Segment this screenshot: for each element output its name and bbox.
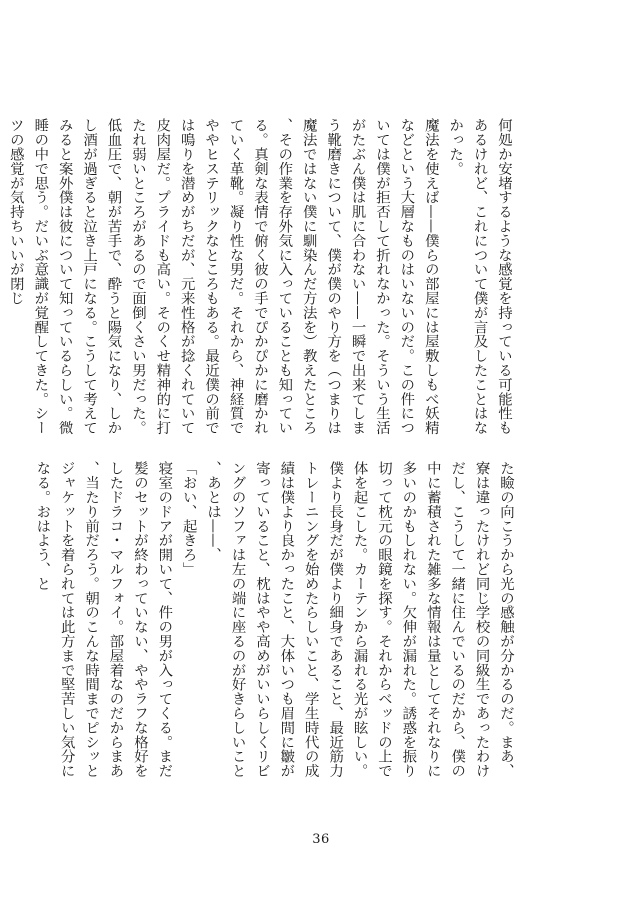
page-number: 36 [312, 832, 330, 847]
paragraph: 魔法を使えば——僕らの部屋には屋敷しもべ妖精などという大層なものはいないのだ。この件については僕が拒否して折れなかった。そういう生活がたぶん僕は肌に合わない——一瞬で出来てしまう靴磨きについて、僕が僕のやり方を（つまりは魔法ではない僕に馴染んだ方法を）教えたところ、その作業を存外気に入っていることも知っている。真剣な表情で俯く彼の手でぴかぴかに磨かれていく革靴。凝り性な男だ。それから、神経質でややヒステリックなところもある。最近僕の前では鳴りを潜めがちだが、元来性格が捻くれていて皮肉屋だ。プライドも高い。そのくせ精神的に打たれ弱いところがあるので面倒くさい男だった。低血圧で、朝が苦手で、酔うと陽気になり、しかし酒が過ぎると泣き上戸になる。こうして考えてみると案外僕は彼について知っているらしい。微睡の中で思う。だいぶ意識が覚醒してきた。シーツの感覚が気持ちいいが閉じ [7, 118, 439, 435]
paragraph: 僕より長身だが僕より細身であること、最近筋力トレーニングを始めたらしいこと、学生時代の成績は僕より良かったこと、大体いつも眉間に皺が寄っていること、枕はやや高めがいいらしくリビングのソファは左の端に座るのが好きらしいこと、あとは——、 [205, 461, 344, 778]
paragraph: 何処か安堵するような感覚を持っている可能性もあるけれど、これについて僕が言及したことはなかった。 [447, 118, 512, 435]
upper-text-block [7, 118, 516, 443]
paragraph: 寝室のドアが開いて、件の男が入ってくる。まだ髪のセットが終わっていない、ややラフな格好をしたドラコ・マルフォイ。部屋着なのだからまあ、当たり前だろう。朝のこんな時間までピシッとジャケットを着られては此方まで堅苦しい気分になる。おはよう、と [34, 461, 173, 778]
paragraph: た瞼の向こうから光の感触が分かるのだ。まあ、寮は違ったけれど同じ学校の同級生であったわけだし、こうして一緒に住んでいるのだから、僕の中に蓄積された雑多な情報は量としてそれなりに多いのかもしれない。欠伸が漏れた。誘惑を振り切って枕元の眼鏡を探す。それからベッドの上で体を起こした。カーテンから漏れる光が眩しい。 [351, 461, 514, 778]
dialogue-line: 「おい、起きろ」 [180, 461, 197, 577]
lower-text-block [34, 461, 518, 786]
